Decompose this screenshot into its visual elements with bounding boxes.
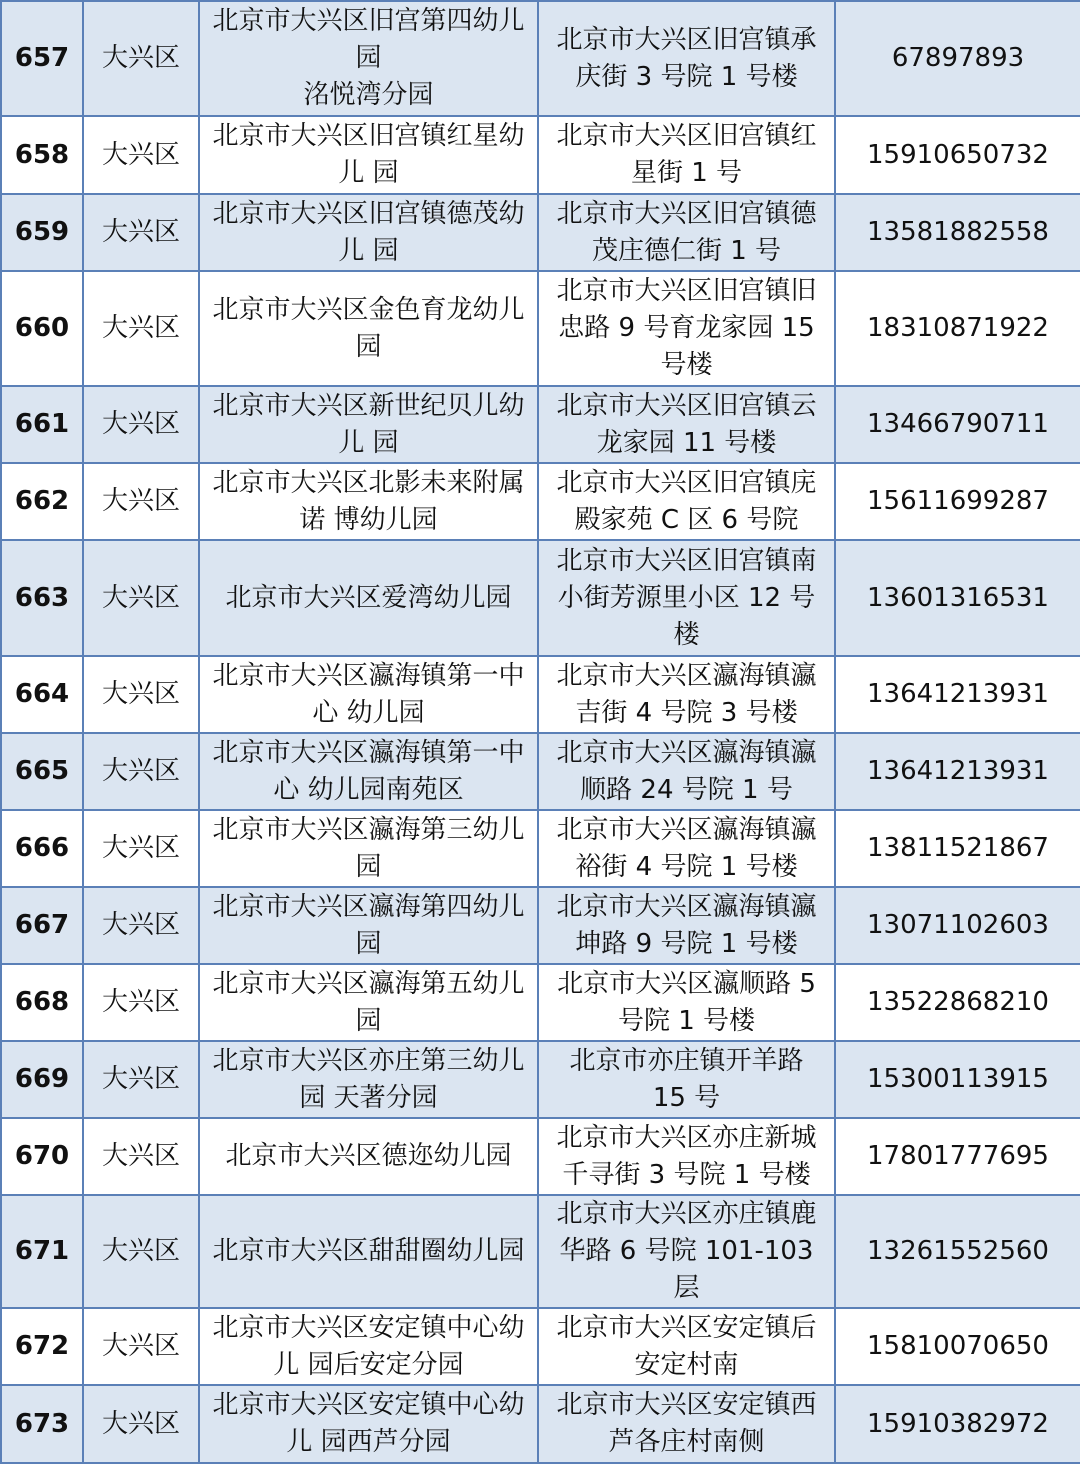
address-line: 北京市大兴区瀛海镇瀛 [556, 814, 817, 845]
name-line: 儿 园西芦分园 [286, 1427, 451, 1457]
table-row [1, 1118, 1080, 1195]
table-row [1, 463, 1080, 540]
phone-number: 13811521867 [835, 810, 1080, 887]
address-line: 华路 6 号院 101-103 层 [559, 1236, 814, 1303]
address [538, 1118, 835, 1195]
row-number: 663 [1, 540, 83, 656]
address-line: 北京市亦庄镇开羊路 [569, 1045, 804, 1076]
phone-number: 17801777695 [835, 1118, 1080, 1195]
table-row [1, 887, 1080, 964]
phone-number: 13466790711 [835, 386, 1080, 463]
kindergarten-name [199, 116, 538, 194]
phone-number: 67897893 [835, 1, 1080, 116]
name-line: 北京市大兴区新世纪贝儿幼 [212, 390, 525, 421]
table-row [1, 1308, 1080, 1385]
table-row [1, 194, 1080, 271]
kindergarten-name [199, 463, 538, 540]
address-line: 号楼 [660, 350, 713, 380]
table-row [1, 964, 1080, 1041]
name-line: 园 [355, 1005, 382, 1036]
address [538, 540, 835, 656]
row-number: 659 [1, 194, 83, 271]
name-line: 园 天著分园 [299, 1082, 438, 1113]
address-line: 忠路 9 号育龙家园 15 [558, 313, 815, 343]
name-line: 园 [355, 851, 382, 882]
name-line: 心 幼儿园 [312, 697, 425, 728]
name-line: 儿 园后安定分园 [273, 1349, 464, 1380]
district-cell: 大兴区 [83, 194, 199, 271]
phone-number: 15810070650 [835, 1308, 1080, 1385]
address [538, 271, 835, 386]
phone-number: 13581882558 [835, 194, 1080, 271]
address-line: 北京市大兴区瀛顺路 5 [557, 968, 816, 999]
address [538, 810, 835, 887]
name-line: 北京市大兴区安定镇中心幼 [212, 1390, 525, 1420]
phone-number: 15300113915 [835, 1041, 1080, 1118]
district-cell: 大兴区 [83, 810, 199, 887]
address-line: 15 号 [652, 1082, 721, 1113]
phone-number: 13641213931 [835, 656, 1080, 733]
name-line: 北京市大兴区亦庄第三幼儿 [212, 1045, 525, 1076]
kindergarten-name [199, 656, 538, 733]
district-cell: 大兴区 [83, 386, 199, 463]
address-line: 北京市大兴区亦庄镇鹿 [556, 1199, 817, 1229]
address-line: 庆街 3 号院 1 号楼 [575, 61, 798, 92]
name-line: 北京市大兴区爱湾幼儿园 [225, 582, 512, 613]
kindergarten-name [199, 964, 538, 1041]
district-cell: 大兴区 [83, 733, 199, 810]
name-line: 北京市大兴区金色育龙幼儿 [212, 294, 525, 325]
address-line: 北京市大兴区旧宫镇庑 [556, 467, 817, 498]
phone-number: 13071102603 [835, 887, 1080, 964]
name-line: 北京市大兴区瀛海第五幼儿 [212, 968, 525, 999]
address-line: 星街 1 号 [630, 158, 743, 188]
address-line: 芦各庄村南侧 [608, 1427, 765, 1457]
row-number: 671 [1, 1195, 83, 1308]
name-line: 北京市大兴区旧宫镇德茂幼 [212, 198, 525, 229]
phone-number: 15910650732 [835, 116, 1080, 194]
address-line: 龙家园 11 号楼 [596, 427, 777, 458]
phone-number: 13261552560 [835, 1195, 1080, 1308]
name-line: 北京市大兴区瀛海镇第一中 [212, 660, 525, 691]
address [538, 964, 835, 1041]
address-line: 北京市大兴区旧宫镇红 [556, 121, 817, 151]
district-cell: 大兴区 [83, 1308, 199, 1385]
table-row [1, 1, 1080, 116]
row-number: 662 [1, 463, 83, 540]
table-row [1, 1385, 1080, 1463]
address-line: 殿家苑 C 区 6 号院 [574, 504, 799, 535]
name-line: 北京市大兴区德迩幼儿园 [225, 1141, 512, 1171]
address-line: 吉街 4 号院 3 号楼 [575, 697, 798, 728]
address-line: 北京市大兴区亦庄新城 [556, 1122, 817, 1153]
row-number: 666 [1, 810, 83, 887]
phone-number: 18310871922 [835, 271, 1080, 386]
district-cell: 大兴区 [83, 656, 199, 733]
kindergarten-name [199, 540, 538, 656]
phone-number: 15611699287 [835, 463, 1080, 540]
row-number: 661 [1, 386, 83, 463]
row-number: 668 [1, 964, 83, 1041]
address-line: 茂庄德仁街 1 号 [591, 235, 782, 266]
address-line: 北京市大兴区旧宫镇德 [556, 198, 817, 229]
address-line: 北京市大兴区旧宫镇云 [556, 390, 817, 421]
table-row [1, 1195, 1080, 1308]
table-row [1, 656, 1080, 733]
address [538, 386, 835, 463]
row-number: 665 [1, 733, 83, 810]
address [538, 116, 835, 194]
district-cell: 大兴区 [83, 1195, 199, 1308]
address [538, 194, 835, 271]
address-line: 北京市大兴区安定镇西 [556, 1390, 817, 1420]
name-line: 儿 园 [338, 427, 399, 458]
phone-number: 15910382972 [835, 1385, 1080, 1463]
district-cell: 大兴区 [83, 271, 199, 386]
address-line: 北京市大兴区瀛海镇瀛 [556, 891, 817, 922]
address-line: 千寻街 3 号院 1 号楼 [562, 1159, 811, 1190]
district-cell: 大兴区 [83, 463, 199, 540]
name-line: 北京市大兴区瀛海第四幼儿 [212, 891, 525, 922]
kindergarten-name [199, 1, 538, 116]
name-line: 北京市大兴区旧宫镇红星幼 [212, 121, 525, 151]
address [538, 1041, 835, 1118]
district-cell: 大兴区 [83, 540, 199, 656]
district-cell: 大兴区 [83, 1, 199, 116]
name-line: 园 [355, 928, 382, 959]
address [538, 1385, 835, 1463]
address [538, 463, 835, 540]
kindergarten-name [199, 1118, 538, 1195]
district-cell: 大兴区 [83, 116, 199, 194]
table-row [1, 733, 1080, 810]
kindergarten-name [199, 271, 538, 386]
table-row [1, 810, 1080, 887]
address-line: 安定村南 [634, 1349, 739, 1380]
kindergarten-name [199, 733, 538, 810]
address-line: 坤路 9 号院 1 号楼 [575, 928, 798, 959]
name-line: 园 [355, 43, 382, 73]
name-line: 北京市大兴区瀛海第三幼儿 [212, 814, 525, 845]
address-line: 北京市大兴区旧宫镇承 [556, 24, 817, 55]
address-line: 北京市大兴区瀛海镇瀛 [556, 737, 817, 768]
name-line: 北京市大兴区甜甜圈幼儿园 [212, 1236, 525, 1266]
kindergarten-name [199, 1195, 538, 1308]
kindergarten-name [199, 1308, 538, 1385]
kindergarten-name [199, 1041, 538, 1118]
address-line: 小街芳源里小区 12 号 [557, 582, 816, 613]
row-number: 672 [1, 1308, 83, 1385]
name-line: 北京市大兴区旧宫第四幼儿 [212, 6, 525, 36]
row-number: 667 [1, 887, 83, 964]
address-line: 北京市大兴区安定镇后 [556, 1312, 817, 1343]
name-line: 北京市大兴区瀛海镇第一中 [212, 737, 525, 768]
table-row [1, 116, 1080, 194]
name-line: 园 [355, 331, 382, 362]
district-cell: 大兴区 [83, 1385, 199, 1463]
district-cell: 大兴区 [83, 964, 199, 1041]
district-cell: 大兴区 [83, 1118, 199, 1195]
row-number: 669 [1, 1041, 83, 1118]
address [538, 1, 835, 116]
phone-number: 13641213931 [835, 733, 1080, 810]
name-line: 诺 博幼儿园 [299, 504, 438, 535]
kindergarten-name [199, 1385, 538, 1463]
name-line: 儿 园 [338, 235, 399, 266]
address-line: 裕街 4 号院 1 号楼 [575, 851, 798, 882]
row-number: 664 [1, 656, 83, 733]
address-line: 顺路 24 号院 1 号 [580, 774, 793, 805]
address [538, 1308, 835, 1385]
name-line: 北京市大兴区安定镇中心幼 [212, 1312, 525, 1343]
table-row [1, 271, 1080, 386]
phone-number: 13522868210 [835, 964, 1080, 1041]
kindergarten-name [199, 386, 538, 463]
table-row [1, 540, 1080, 656]
kindergarten-name [199, 810, 538, 887]
address-line: 北京市大兴区旧宫镇南 [556, 545, 817, 576]
address-line: 号院 1 号楼 [617, 1005, 756, 1036]
row-number: 658 [1, 116, 83, 194]
name-line: 心 幼儿园南苑区 [273, 774, 464, 805]
row-number: 657 [1, 1, 83, 116]
kindergarten-name [199, 887, 538, 964]
row-number: 673 [1, 1385, 83, 1463]
address [538, 887, 835, 964]
row-number: 660 [1, 271, 83, 386]
table-row [1, 386, 1080, 463]
row-number: 670 [1, 1118, 83, 1195]
name-line: 儿 园 [338, 158, 399, 188]
address [538, 733, 835, 810]
name-line: 洺悦湾分园 [303, 80, 434, 110]
table-body [1, 1, 1080, 1463]
table-row [1, 1041, 1080, 1118]
name-line: 北京市大兴区北影未来附属 [212, 467, 525, 498]
address [538, 656, 835, 733]
address-line: 楼 [673, 619, 700, 650]
address-line: 北京市大兴区瀛海镇瀛 [556, 660, 817, 691]
phone-number: 13601316531 [835, 540, 1080, 656]
kindergarten-name [199, 194, 538, 271]
district-cell: 大兴区 [83, 887, 199, 964]
district-cell: 大兴区 [83, 1041, 199, 1118]
address-line: 北京市大兴区旧宫镇旧 [556, 276, 817, 306]
address [538, 1195, 835, 1308]
